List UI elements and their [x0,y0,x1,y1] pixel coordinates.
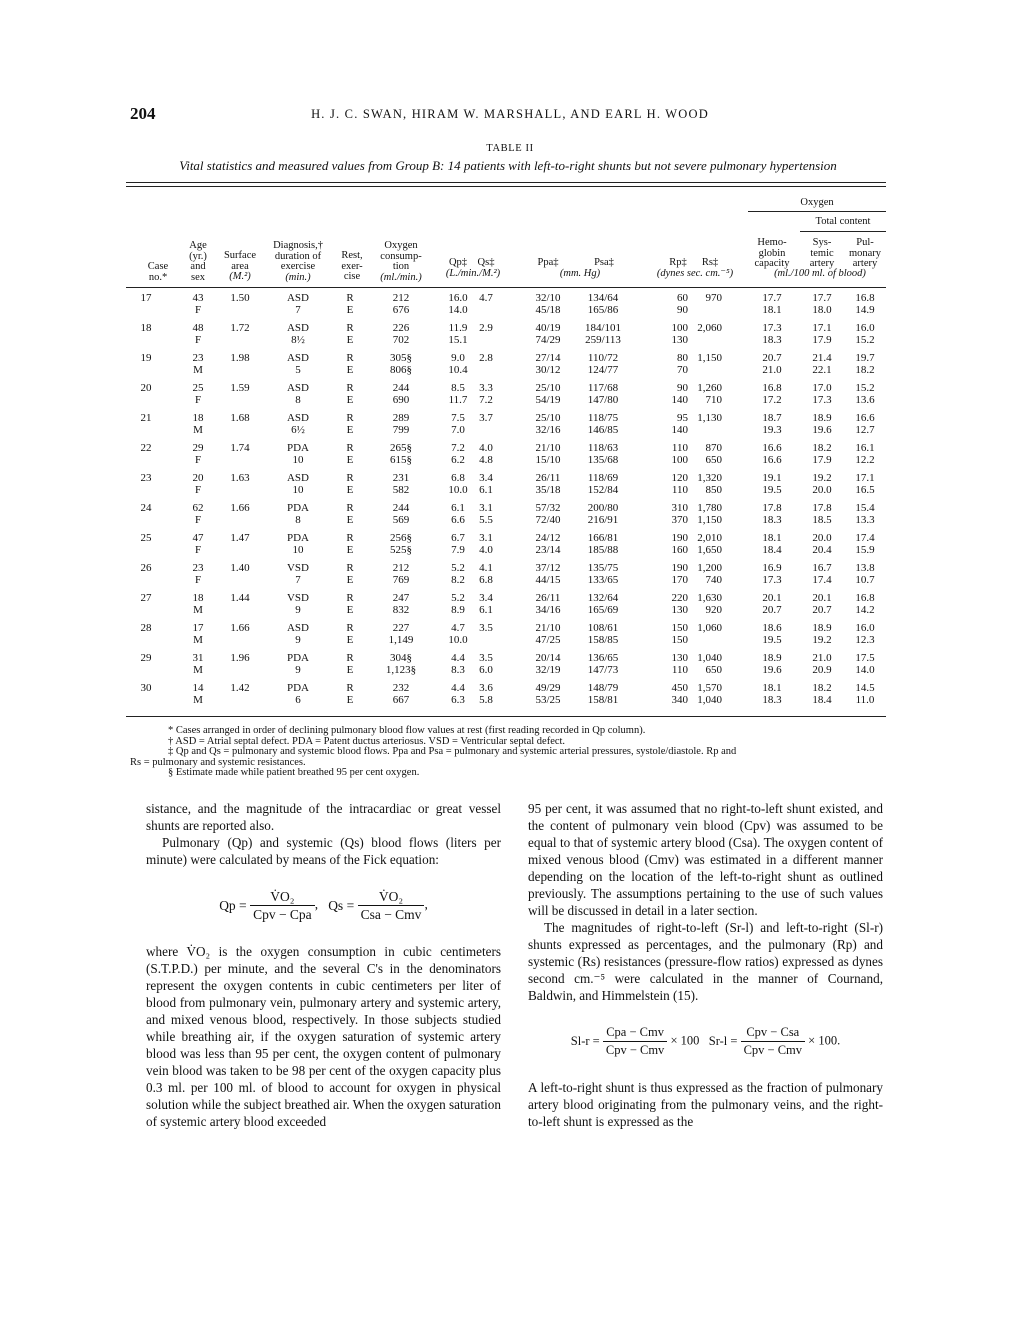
cell-psa: 134/64 165/86 [587,292,619,316]
cell-qp: 8.5 11.7 [448,382,468,406]
cell-pulmonary-artery: 17.4 15.9 [855,532,875,556]
table-top-rule [126,182,886,183]
cell-systemic-artery: 18.2 18.4 [812,682,832,706]
cell-hemoglobin: 20.1 20.7 [762,592,782,616]
cell-surface-area: 1.44 [230,592,250,604]
header-oxygen-consumption: Oxygen consump- tion (ml./min.) [380,240,422,283]
cell-qp: 4.4 8.3 [451,652,465,676]
cell-diagnosis: ASD 7 [286,292,309,316]
cell-surface-area: 1.40 [230,562,250,574]
cell-rs: 2,010 1,650 [697,532,722,556]
cell-ppa: 24/12 23/14 [535,532,561,556]
total-content-rule [800,231,886,232]
header-resistance-unit: (dynes sec. cm.⁻⁵) [656,268,734,279]
cell-hemoglobin: 20.7 21.0 [762,352,782,376]
running-head-authors: H. J. C. SWAN, HIRAM W. MARSHALL, AND EARL H. WOOD [311,107,709,121]
cell-systemic-artery: 17.0 17.3 [812,382,832,406]
cell-rest-exercise: R E [346,502,354,526]
header-diagnosis: Diagnosis,† duration of exercise (min.) [273,240,323,283]
cell-rp: 80 70 [677,352,688,376]
cell-rs: 1,320 850 [697,472,722,496]
cell-hemoglobin: 16.6 16.6 [762,442,782,466]
cell-qs: 3.3 7.2 [479,382,493,406]
header-qs: Qs‡ [477,257,495,268]
footnote: † ASD = Atrial septal defect. PDA = Patent ductus arteriosus. VSD = Ventricular septal defect. [168,735,566,747]
cell-qp: 4.7 10.0 [448,622,468,646]
cell-rest-exercise: R E [346,442,354,466]
cell-qp: 16.0 14.0 [448,292,468,316]
paragraph: 95 per cent, it was assumed that no right-to-left shunt existed, and the content of pulmonary vein blood (Cpv) was assumed to be equal to that of systemic artery blood (Csa). The oxygen content of mixed venous blood (Cmv) was estimated in a different manner depending on the location of the left-to-right shunt as outlined previously. The assumptions pertaining to the use of such values will be discussed in detail in a later section. [528,801,883,918]
header-rs: Rs‡ [701,257,719,268]
fick-equation: Qp = $\frac{\text{V̇O₂}}{\text{Cpv − Cpa}}$ , Qs = $\frac{\text{V̇O₂}}{\text{Csa − Cmv}}$ , [219,889,428,922]
table-label: TABLE II [486,143,534,154]
cell-rp: 130 110 [671,652,688,676]
cell-surface-area: 1.98 [230,352,250,364]
cell-diagnosis: PDA 9 [286,652,309,676]
cell-pulmonary-artery: 16.8 14.2 [855,592,875,616]
cell-case: 25 [140,532,152,544]
cell-rs: 1,780 1,150 [697,502,722,526]
cell-ppa: 32/10 45/18 [535,292,561,316]
cell-surface-area: 1.66 [230,502,250,514]
cell-age-sex: 17 M [192,622,204,646]
cell-systemic-artery: 20.0 20.4 [812,532,832,556]
cell-hemoglobin: 18.1 18.3 [762,682,782,706]
table-row [126,413,886,443]
cell-age-sex: 48 F [192,322,204,346]
cell-ppa: 21/10 47/25 [535,622,561,646]
cell-rp: 120 110 [671,472,688,496]
cell-oxygen-consumption: 227 1,149 [388,622,414,646]
cell-pulmonary-artery: 16.6 12.7 [855,412,875,436]
header-rp: Rp‡ [669,257,687,268]
cell-age-sex: 20 F [192,472,204,496]
cell-surface-area: 1.72 [230,322,250,334]
cell-qs: 3.4 6.1 [479,592,493,616]
cell-oxygen-consumption: 304§ 1,123§ [385,652,417,676]
cell-hemoglobin: 16.9 17.3 [762,562,782,586]
cell-rp: 450 340 [671,682,688,706]
cell-age-sex: 25 F [192,382,204,406]
fraction: $\frac{\text{V̇O₂}}{\text{Csa − Cmv}}$ [358,888,425,923]
cell-oxygen-consumption: 226 702 [392,322,410,346]
cell-pulmonary-artery: 16.0 15.2 [855,322,875,346]
cell-diagnosis: PDA 6 [286,682,309,706]
cell-qs: 3.1 4.0 [479,532,493,556]
cell-pulmonary-artery: 14.5 11.0 [855,682,875,706]
header-age-sex: Age (yr.) and sex [189,240,207,283]
cell-oxygen-consumption: 256§ 525§ [390,532,412,556]
cell-age-sex: 23 F [192,562,204,586]
cell-surface-area: 1.47 [230,532,250,544]
cell-psa: 118/63 135/68 [587,442,619,466]
cell-rs: 1,570 1,040 [697,682,722,706]
header-systemic-artery: Sys- temic artery [809,237,835,269]
cell-psa: 184/101 259/113 [584,322,622,346]
cell-rp: 110 100 [671,442,688,466]
table-row [126,353,886,383]
cell-psa: 117/68 147/80 [587,382,619,406]
cell-psa: 136/65 147/73 [587,652,619,676]
oxygen-group-header: Oxygen [800,197,834,208]
table-row [126,473,886,503]
cell-rp: 190 170 [671,562,688,586]
cell-rest-exercise: R E [346,472,354,496]
cell-oxygen-consumption: 212 769 [392,562,410,586]
running-head [130,104,890,128]
cell-case: 20 [140,382,152,394]
cell-rest-exercise: R E [346,382,354,406]
table-row [126,593,886,623]
cell-qp: 5.2 8.2 [451,562,465,586]
table-row [126,623,886,653]
cell-rp: 150 150 [671,622,688,646]
header-case: Case no.* [147,261,169,283]
cell-age-sex: 14 M [192,682,204,706]
table-row [126,653,886,683]
cell-age-sex: 43 F [192,292,204,316]
cell-ppa: 57/32 72/40 [535,502,561,526]
cell-rs: 1,040 650 [697,652,722,676]
header-pulmonary-artery: Pul- monary artery [848,237,882,269]
cell-oxygen-consumption: 289 799 [392,412,410,436]
cell-qp: 7.5 7.0 [451,412,465,436]
cell-oxygen-consumption: 212 676 [392,292,410,316]
cell-qs: 3.6 5.8 [479,682,493,706]
paragraph: where V̇O₂ is the oxygen consumption in cubic centimeters (S.T.P.D.) per minute, and the several C's in the denominators represent the oxygen contents in cubic centimeters per liter of blood from pulmonary vein, pulmonary artery and systemic artery, and mixed venous blood, respectively. In those subjects studied while breathing air, if the oxygen saturation of systemic artery blood was less than 95 per cent, the oxygen content of pulmonary vein blood was taken to be 98 per cent of the oxygen capacity plus 0.3 ml. per 100 ml. of blood to account for oxygen in physical solution while the subject breathed air. When the oxygen saturation of systemic artery blood exceeded [146,944,501,1129]
cell-systemic-artery: 20.1 20.7 [812,592,832,616]
cell-case: 24 [140,502,152,514]
cell-oxygen-consumption: 231 582 [392,472,410,496]
footnote: * Cases arranged in order of declining pulmonary blood flow values at rest (first reading recorded in Qp column). [168,725,646,736]
cell-rs: 1,260 710 [697,382,722,406]
cell-ppa: 25/10 54/19 [535,382,561,406]
header-flow-unit: (L./min./M.²) [445,268,501,279]
cell-pulmonary-artery: 16.1 12.2 [855,442,875,466]
table-row [126,383,886,413]
cell-surface-area: 1.63 [230,472,250,484]
paragraph: sistance, and the magnitude of the intracardiac or great vessel shunts are reported also. [146,801,501,833]
page-number: 204 [130,104,156,123]
cell-ppa: 37/12 44/15 [535,562,561,586]
cell-qs: 3.5 [479,622,493,634]
cell-hemoglobin: 18.6 19.5 [762,622,782,646]
cell-diagnosis: ASD 8 [286,382,309,406]
cell-qp: 6.7 7.9 [451,532,465,556]
cell-diagnosis: PDA 10 [286,532,309,556]
cell-case: 27 [140,592,152,604]
cell-ppa: 40/19 74/29 [535,322,561,346]
cell-diagnosis: ASD 5 [286,352,309,376]
header-content-unit: (ml./100 ml. of blood) [774,268,866,279]
cell-age-sex: 29 F [192,442,204,466]
cell-qp: 5.2 8.9 [451,592,465,616]
table-row [126,533,886,563]
fraction: $\frac{\text{V̇O₂}}{\text{Cpv − Cpa}}$ [250,888,315,923]
cell-rs: 1,630 920 [697,592,722,616]
table-caption: Vital statistics and measured values from Group B: 14 patients with left-to-right shunts but not severe pulmonary hypertension [179,158,837,173]
cell-oxygen-consumption: 244 569 [392,502,410,526]
cell-oxygen-consumption: 232 667 [392,682,410,706]
cell-case: 28 [140,622,152,634]
cell-case: 26 [140,562,152,574]
cell-psa: 200/80 216/91 [587,502,619,526]
paragraph: The magnitudes of right-to-left (Sr-l) and left-to-right (Sl-r) shunts expressed as percentages, and the pulmonary (Rp) and systemic (Rs) resistances (pressure-flow ratios) expressed as dynes second cm.⁻⁵ were calculated in the manner of Cournand, Baldwin, and Himmelstein (15). [528,920,883,1003]
cell-case: 29 [140,652,152,664]
header-rest-exercise: Rest, exer- cise [341,250,363,282]
cell-hemoglobin: 18.9 19.6 [762,652,782,676]
cell-rest-exercise: R E [346,412,354,436]
cell-rs: 1,130 [697,412,722,424]
cell-systemic-artery: 21.0 20.9 [812,652,832,676]
cell-hemoglobin: 18.7 19.3 [762,412,782,436]
cell-systemic-artery: 19.2 20.0 [812,472,832,496]
cell-diagnosis: ASD 6½ [286,412,309,436]
cell-case: 18 [140,322,152,334]
cell-case: 22 [140,442,152,454]
cell-psa: 108/61 158/85 [587,622,619,646]
cell-ppa: 27/14 30/12 [535,352,561,376]
header-ppa: Ppa‡ [537,257,559,268]
footnote: ‡ Qp and Qs = pulmonary and systemic blood flows. Ppa and Psa = pulmonary and systemic arterial pressures, systole/diastole. Rp and [168,746,737,757]
table-header-rule [126,287,886,288]
cell-psa: 118/75 146/85 [587,412,619,436]
cell-rest-exercise: R E [346,592,354,616]
cell-qp: 6.1 6.6 [451,502,465,526]
left-text-column [146,800,501,1130]
paragraph: Pulmonary (Qp) and systemic (Qs) blood flows (liters per minute) were calculated by means of the Fick equation: [146,835,501,867]
cell-systemic-artery: 17.8 18.5 [812,502,832,526]
cell-rest-exercise: R E [346,682,354,706]
cell-surface-area: 1.50 [230,292,250,304]
cell-systemic-artery: 16.7 17.4 [812,562,832,586]
cell-pulmonary-artery: 19.7 18.2 [855,352,875,376]
cell-diagnosis: PDA 10 [286,442,309,466]
cell-age-sex: 47 F [192,532,204,556]
cell-hemoglobin: 17.8 18.3 [762,502,782,526]
cell-diagnosis: PDA 8 [286,502,309,526]
cell-pulmonary-artery: 16.0 12.3 [855,622,875,646]
cell-rest-exercise: R E [346,352,354,376]
cell-surface-area: 1.42 [230,682,250,694]
cell-case: 30 [140,682,152,694]
cell-surface-area: 1.66 [230,622,250,634]
cell-age-sex: 18 M [192,412,204,436]
cell-surface-area: 1.96 [230,652,250,664]
data-table [126,293,886,713]
cell-rest-exercise: R E [346,292,354,316]
cell-rp: 60 90 [677,292,688,316]
cell-hemoglobin: 17.3 18.3 [762,322,782,346]
total-content-header: Total content [815,216,871,227]
cell-hemoglobin: 17.7 18.1 [762,292,782,316]
cell-ppa: 21/10 15/10 [535,442,561,466]
cell-surface-area: 1.59 [230,382,250,394]
cell-qs: 4.1 6.8 [479,562,493,586]
table-row [126,683,886,713]
cell-rest-exercise: R E [346,322,354,346]
fraction: $\frac{\text{Cpv − Csa}}{\text{Cpv − Cmv}}$ [741,1024,805,1059]
cell-ppa: 26/11 35/18 [535,472,561,496]
cell-pulmonary-artery: 15.4 13.3 [855,502,875,526]
table-top-rule-2 [126,186,886,187]
cell-pulmonary-artery: 13.8 10.7 [855,562,875,586]
cell-qs: 3.1 5.5 [479,502,493,526]
cell-psa: 148/79 158/81 [587,682,619,706]
cell-case: 23 [140,472,152,484]
cell-rs: 870 650 [705,442,722,466]
cell-rest-exercise: R E [346,622,354,646]
header-psa: Psa‡ [594,257,614,268]
cell-pulmonary-artery: 15.2 13.6 [855,382,875,406]
table-bottom-rule [126,716,886,717]
cell-rs: 970 [705,292,722,304]
cell-age-sex: 62 F [192,502,204,526]
header-pressure-unit: (mm. Hg) [559,268,601,279]
cell-ppa: 20/14 32/19 [535,652,561,676]
cell-systemic-artery: 17.1 17.9 [812,322,832,346]
cell-case: 19 [140,352,152,364]
cell-hemoglobin: 19.1 19.5 [762,472,782,496]
cell-qs: 4.0 4.8 [479,442,493,466]
cell-qp: 6.8 10.0 [448,472,468,496]
cell-ppa: 26/11 34/16 [535,592,561,616]
cell-rest-exercise: R E [346,562,354,586]
cell-qp: 4.4 6.3 [451,682,465,706]
cell-qs: 3.4 6.1 [479,472,493,496]
header-surface-area: Surface area (M.²) [223,250,257,282]
cell-hemoglobin: 18.1 18.4 [762,532,782,556]
cell-ppa: 25/10 32/16 [535,412,561,436]
shunt-equation: Sl-r = $\frac{\text{Cpa − Cmv}}{\text{Cpv − Cmv}}$ × 100 Sr-l = $\frac{\text{Cpv − Csa}}{\text{Cpv − Cmv}}$ × 100. [570,1025,841,1057]
cell-psa: 110/72 124/77 [587,352,619,376]
cell-systemic-artery: 18.9 19.2 [812,622,832,646]
cell-rest-exercise: R E [346,532,354,556]
oxygen-group-rule [748,211,886,212]
cell-psa: 166/81 185/88 [587,532,619,556]
cell-qs: 3.7 [479,412,493,424]
table-row [126,563,886,593]
cell-qs: 4.7 [479,292,493,304]
cell-rs: 2,060 [697,322,722,334]
cell-systemic-artery: 18.9 19.6 [812,412,832,436]
table-row [126,503,886,533]
cell-oxygen-consumption: 265§ 615§ [390,442,412,466]
cell-rp: 100 130 [671,322,688,346]
cell-hemoglobin: 16.8 17.2 [762,382,782,406]
table-footnotes [130,726,890,779]
cell-qs: 2.9 [479,322,493,334]
cell-rs: 1,150 [697,352,722,364]
cell-pulmonary-artery: 17.1 16.5 [855,472,875,496]
cell-rp: 190 160 [671,532,688,556]
cell-age-sex: 18 M [192,592,204,616]
cell-pulmonary-artery: 16.8 14.9 [855,292,875,316]
cell-oxygen-consumption: 247 832 [392,592,410,616]
header-qp: Qp‡ [448,257,468,268]
paragraph: A left-to-right shunt is thus expressed as the fraction of pulmonary artery blood originating from the pulmonary veins, and the right-to-left shunt is expressed as the [528,1080,883,1129]
cell-qp: 11.9 15.1 [448,322,468,346]
cell-rp: 220 130 [671,592,688,616]
cell-psa: 132/64 165/69 [587,592,619,616]
cell-diagnosis: VSD 9 [286,592,309,616]
cell-diagnosis: ASD 10 [286,472,309,496]
cell-pulmonary-artery: 17.5 14.0 [855,652,875,676]
table-row [126,323,886,353]
cell-case: 21 [140,412,152,424]
cell-psa: 135/75 133/65 [587,562,619,586]
cell-qs: 3.5 6.0 [479,652,493,676]
cell-qs: 2.8 [479,352,493,364]
footnote: Rs = pulmonary and systemic resistances. [130,756,306,768]
cell-qp: 9.0 10.4 [448,352,468,376]
cell-age-sex: 23 M [192,352,204,376]
cell-rs: 1,200 740 [697,562,722,586]
cell-diagnosis: ASD 9 [286,622,309,646]
cell-rest-exercise: R E [346,652,354,676]
cell-rp: 95 140 [671,412,688,436]
cell-systemic-artery: 17.7 18.0 [812,292,832,316]
cell-systemic-artery: 18.2 17.9 [812,442,832,466]
cell-rp: 310 370 [671,502,688,526]
cell-oxygen-consumption: 244 690 [392,382,410,406]
cell-case: 17 [140,292,152,304]
right-text-column [528,800,883,1130]
cell-systemic-artery: 21.4 22.1 [812,352,832,376]
cell-rs: 1,060 [697,622,722,634]
cell-qp: 7.2 6.2 [451,442,465,466]
cell-surface-area: 1.68 [230,412,250,424]
footnote: § Estimate made while patient breathed 95 per cent oxygen. [168,767,420,778]
cell-diagnosis: ASD 8½ [286,322,309,346]
cell-psa: 118/69 152/84 [587,472,619,496]
cell-oxygen-consumption: 305§ 806§ [390,352,412,376]
cell-ppa: 49/29 53/25 [535,682,561,706]
header-hemoglobin: Hemo- globin capacity [754,237,790,269]
cell-diagnosis: VSD 7 [286,562,309,586]
table-row [126,293,886,323]
table-row [126,443,886,473]
cell-rp: 90 140 [671,382,688,406]
cell-surface-area: 1.74 [230,442,250,454]
fraction: $\frac{\text{Cpa − Cmv}}{\text{Cpv − Cmv}}$ [603,1024,667,1059]
cell-age-sex: 31 M [192,652,204,676]
